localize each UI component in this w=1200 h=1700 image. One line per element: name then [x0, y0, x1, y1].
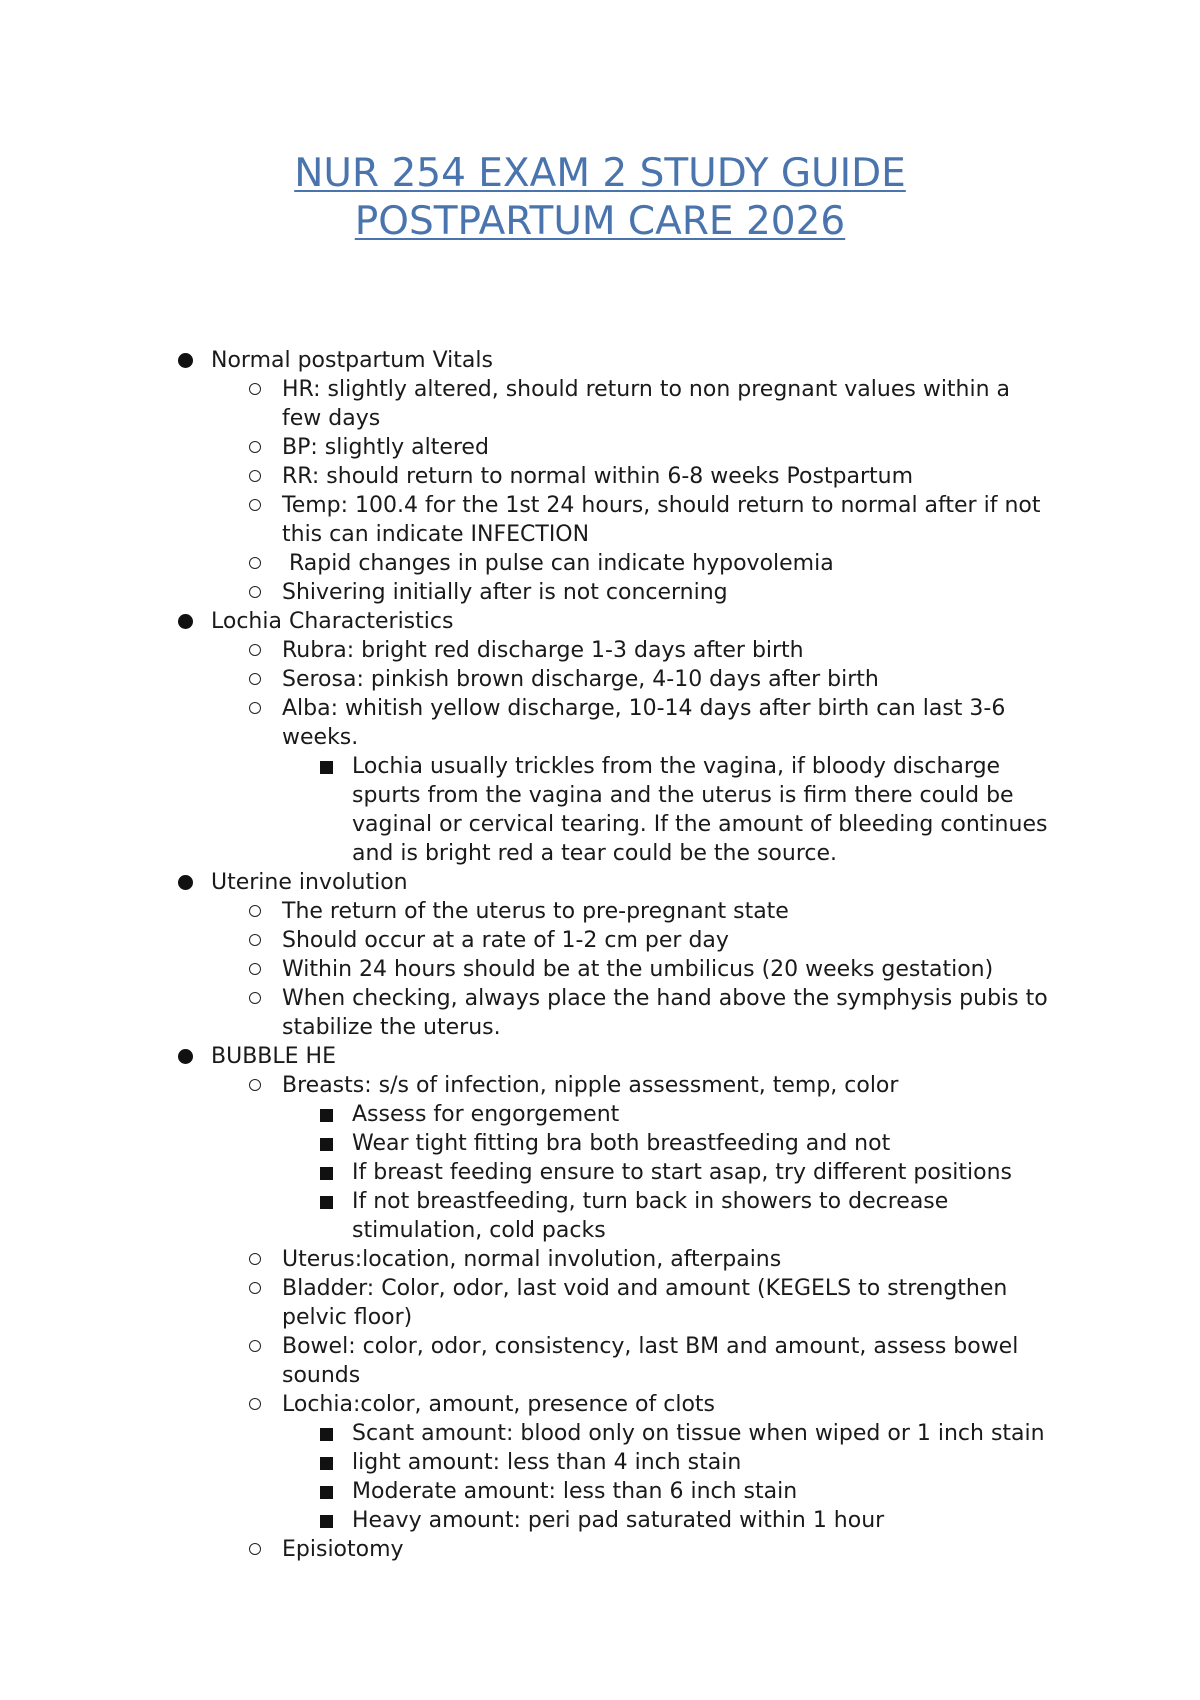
list-item: Bowel: color, odor, consistency, last BM and amount, assess bowel sounds	[0, 1332, 1052, 1390]
list-item: Uterus:location, normal involution, afterpains	[0, 1245, 1052, 1274]
list-item: light amount: less than 4 inch stain	[0, 1448, 1052, 1477]
list-item: Should occur at a rate of 1-2 cm per day	[0, 926, 1052, 955]
square-bullet-icon	[320, 1515, 333, 1528]
list-item: If breast feeding ensure to start asap, try different positions	[0, 1158, 1052, 1187]
hollow-circle-bullet-icon	[249, 992, 261, 1004]
filled-circle-bullet-icon	[178, 875, 193, 890]
hollow-circle-bullet-icon	[249, 644, 261, 656]
hollow-circle-bullet-icon	[249, 1079, 261, 1091]
document-title	[0, 150, 1200, 246]
square-bullet-icon	[320, 1486, 333, 1499]
list-item: BP: slightly altered	[0, 433, 1052, 462]
list-item: Bladder: Color, odor, last void and amount (KEGELS to strengthen pelvic floor)	[0, 1274, 1052, 1332]
hollow-circle-bullet-icon	[249, 905, 261, 917]
hollow-circle-bullet-icon	[249, 1340, 261, 1352]
list-item: Uterine involution	[0, 868, 1200, 897]
title-line-2: POSTPARTUM CARE 2026	[354, 199, 846, 244]
hollow-circle-bullet-icon	[249, 557, 261, 569]
title-line-1: NUR 254 EXAM 2 STUDY GUIDE	[294, 151, 906, 196]
list-item: Lochia Characteristics	[0, 607, 1200, 636]
hollow-circle-bullet-icon	[249, 441, 261, 453]
square-bullet-icon	[320, 1196, 333, 1209]
list-item: Heavy amount: peri pad saturated within 1 hour	[0, 1506, 1052, 1535]
hollow-circle-bullet-icon	[249, 963, 261, 975]
hollow-circle-bullet-icon	[249, 1282, 261, 1294]
hollow-circle-bullet-icon	[249, 702, 261, 714]
hollow-circle-bullet-icon	[249, 586, 261, 598]
hollow-circle-bullet-icon	[249, 383, 261, 395]
list-item: Assess for engorgement	[0, 1100, 1052, 1129]
hollow-circle-bullet-icon	[249, 673, 261, 685]
list-item: Shivering initially after is not concerning	[0, 578, 1052, 607]
hollow-circle-bullet-icon	[249, 1398, 261, 1410]
list-item: BUBBLE HE	[0, 1042, 1200, 1071]
list-item: Episiotomy	[0, 1535, 1052, 1564]
list-item: RR: should return to normal within 6-8 weeks Postpartum	[0, 462, 1052, 491]
filled-circle-bullet-icon	[178, 614, 193, 629]
list-item: Normal postpartum Vitals	[0, 346, 1200, 375]
list-item: Serosa: pinkish brown discharge, 4-10 days after birth	[0, 665, 1052, 694]
square-bullet-icon	[320, 1138, 333, 1151]
list-item: HR: slightly altered, should return to non pregnant values within a few days	[0, 375, 1052, 433]
square-bullet-icon	[320, 1428, 333, 1441]
list-item: Rubra: bright red discharge 1-3 days after birth	[0, 636, 1052, 665]
filled-circle-bullet-icon	[178, 1049, 193, 1064]
square-bullet-icon	[320, 1167, 333, 1180]
hollow-circle-bullet-icon	[249, 1543, 261, 1555]
hollow-circle-bullet-icon	[249, 499, 261, 511]
list-item: Scant amount: blood only on tissue when wiped or 1 inch stain	[0, 1419, 1052, 1448]
list-item: Wear tight fitting bra both breastfeeding and not	[0, 1129, 1052, 1158]
list-item: Lochia usually trickles from the vagina, if bloody discharge spurts from the vagina and the uterus is firm there could be vaginal or cervical tearing. If the amount of bleeding continues and is bright red a tear could be the source.	[0, 752, 1052, 868]
list-item: Lochia:color, amount, presence of clots	[0, 1390, 1052, 1419]
list-item: Rapid changes in pulse can indicate hypovolemia	[0, 549, 1052, 578]
list-item: Moderate amount: less than 6 inch stain	[0, 1477, 1052, 1506]
list-item: The return of the uterus to pre-pregnant state	[0, 897, 1052, 926]
square-bullet-icon	[320, 761, 333, 774]
square-bullet-icon	[320, 1457, 333, 1470]
study-guide-list	[0, 346, 1200, 1564]
square-bullet-icon	[320, 1109, 333, 1122]
list-item: When checking, always place the hand above the symphysis pubis to stabilize the uterus.	[0, 984, 1052, 1042]
filled-circle-bullet-icon	[178, 353, 193, 368]
hollow-circle-bullet-icon	[249, 934, 261, 946]
list-item: Breasts: s/s of infection, nipple assessment, temp, color	[0, 1071, 1052, 1100]
list-item: Within 24 hours should be at the umbilicus (20 weeks gestation)	[0, 955, 1052, 984]
hollow-circle-bullet-icon	[249, 470, 261, 482]
list-item: Alba: whitish yellow discharge, 10-14 days after birth can last 3-6 weeks.	[0, 694, 1052, 752]
list-item: If not breastfeeding, turn back in showers to decrease stimulation, cold packs	[0, 1187, 1052, 1245]
hollow-circle-bullet-icon	[249, 1253, 261, 1265]
list-item: Temp: 100.4 for the 1st 24 hours, should return to normal after if not this can indicate INFECTION	[0, 491, 1052, 549]
